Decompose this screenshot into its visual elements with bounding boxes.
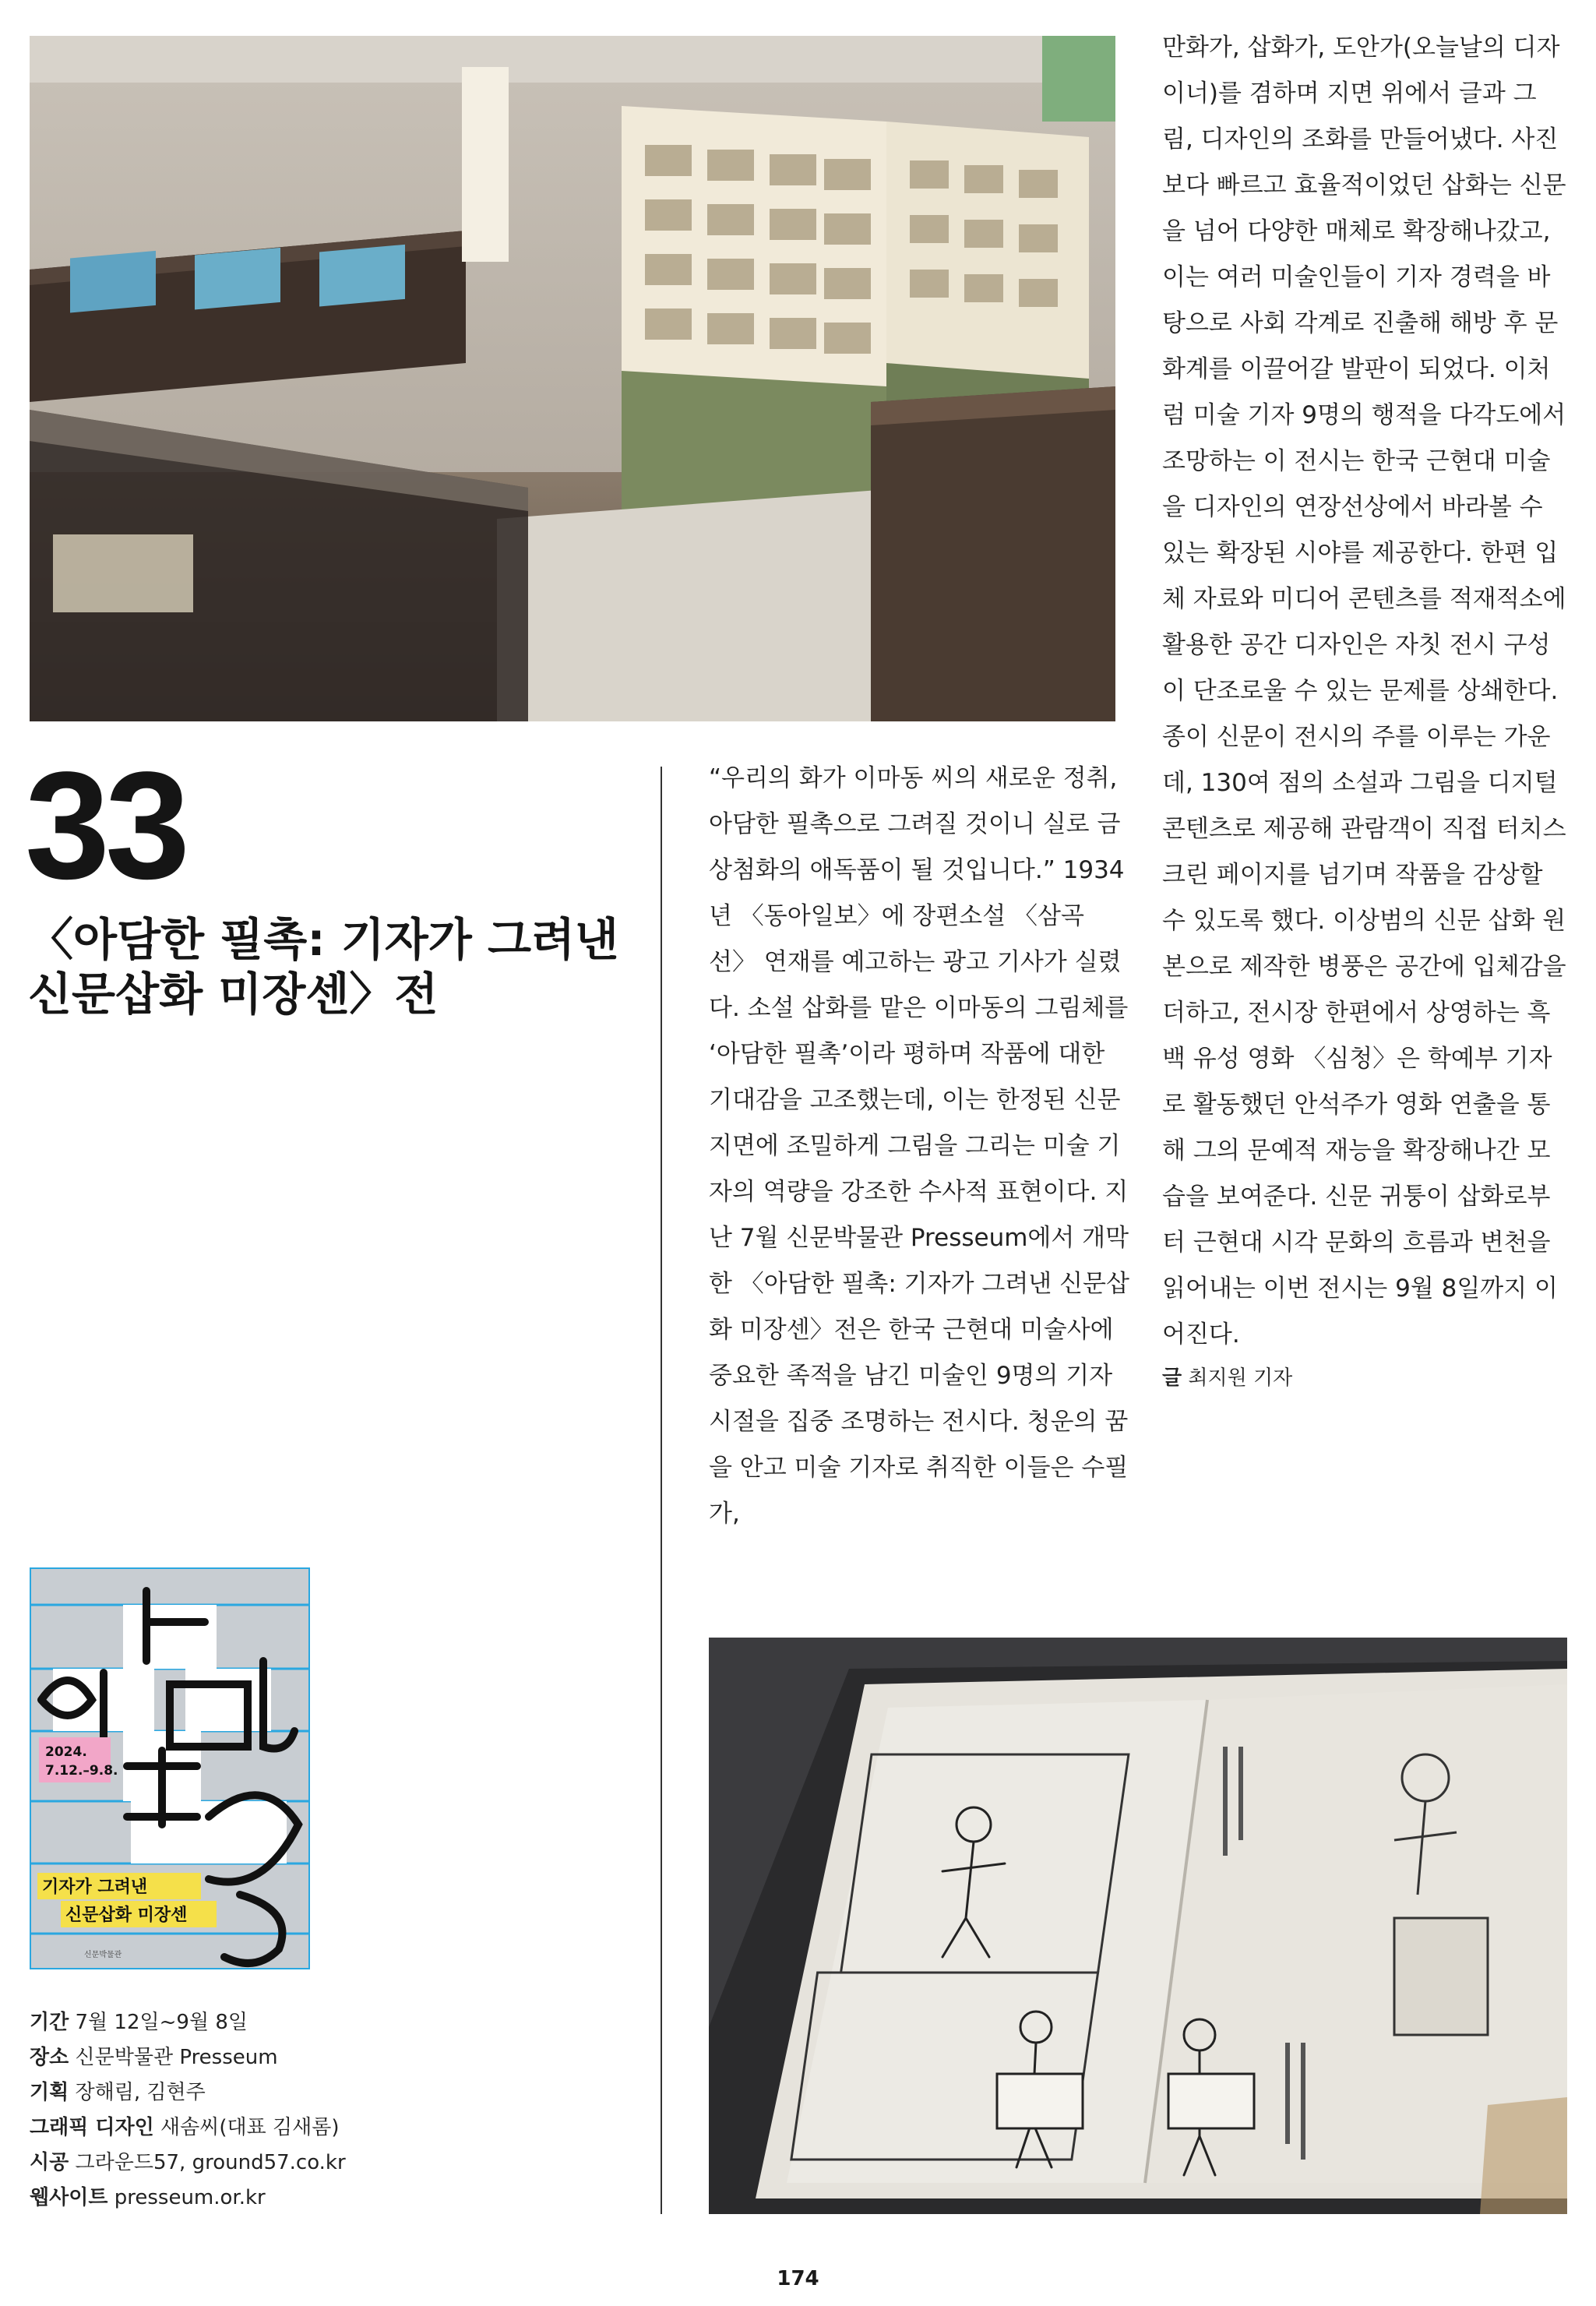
body-column-right xyxy=(1162,25,1567,1394)
info-row-construction xyxy=(30,2146,435,2181)
info-label: 기획 xyxy=(30,2081,69,2104)
info-label: 웹사이트 xyxy=(30,2186,108,2209)
poster-subtitle-2: 신문삽화 미장센 xyxy=(65,1906,188,1925)
info-label: 시공 xyxy=(30,2151,69,2174)
article-number: 33 xyxy=(25,740,186,911)
byline xyxy=(1162,1363,1567,1394)
poster-subtitle-1: 기자가 그려낸 xyxy=(42,1878,148,1897)
info-value: 그라운드57, ground57.co.kr xyxy=(75,2151,346,2174)
body-paragraph: 만화가, 삽화가, 도안가(오늘날의 디자이너)를 겸하며 지면 위에서 글과 그림, 디자인의 조화를 만들어냈다. 사진보다 빠르고 효율적이었던 삽화는 신문을 넘어 다양한 매체로 확장해나갔고, 이는 여러 미술인들이 기자 경력을 바탕으로 사회 각계로 진출해 해방 후 문화계를 이끌어갈 발판이 되었다. 이처럼 미술 기자 9명의 행적을 다각도에서 조망하는 이 전시는 한국 근현대 미술을 디자인의 연장선상에서 바라볼 수 있는 확장된 시야를 제공한다. 한편 입체 자료와 미디어 콘텐츠를 적재적소에 활용한 공간 디자인은 자칫 전시 구성이 단조로울 수 있는 문제를 상쇄한다. 종이 신문이 전시의 주를 이루는 가운데, 130여 점의 소설과 그림을 디지털 콘텐츠로 제공해 관람객이 직접 터치스크린 페이지를 넘기며 작품을 감상할 수 있도록 했다. 이상범의 신문 삽화 원본으로 제작한 병풍은 공간에 입체감을 더하고, 전시장 한편에서 상영하는 흑백 유성 영화 〈심청〉은 학예부 기자로 활동했던 안석주가 영화 연출을 통해 그의 문예적 재능을 확장해나간 모습을 보여준다. 신문 귀퉁이 삽화로부터 근현대 시각 문화의 흐름과 변천을 읽어내는 이번 전시는 9월 8일까지 이어진다. xyxy=(1162,33,1566,1349)
info-label: 기간 xyxy=(30,2011,69,2034)
column-divider xyxy=(661,767,662,2214)
info-value: 새솜씨(대표 김새롬) xyxy=(160,2116,340,2139)
article-title: 〈아담한 필촉: 기자가 그려낸 신문삽화 미장센〉전 xyxy=(28,913,619,1021)
newspaper-illustration-photo xyxy=(709,1638,1567,2214)
poster-dates: 2024. xyxy=(45,1744,87,1760)
exhibition-poster xyxy=(30,1567,310,1969)
info-value: 7월 12일~9월 8일 xyxy=(75,2011,248,2034)
body-paragraph: “우리의 화가 이마동 씨의 새로운 정취, 아담한 필촉으로 그려질 것이니 실로 금상첨화의 애독품이 될 것입니다.” 1934년 〈동아일보〉에 장편소설 〈삼곡선〉 연재를 예고하는 광고 기사가 실렸다. 소설 삽화를 맡은 이마동의 그림체를 ‘아담한 필촉’이라 평하며 작품에 대한 기대감을 고조했는데, 이는 한정된 신문 지면에 조밀하게 그림을 그리는 미술 기자의 역량을 강조한 수사적 표현이다. 지난 7월 신문박물관 Presseum에서 개막한 〈아담한 필촉: 기자가 그려낸 신문삽화 미장센〉전은 한국 근현대 미술사에 중요한 족적을 남긴 미술인 9명의 기자 시절을 집중 조명하는 전시다. 청운의 꿈을 안고 미술 기자로 취직한 이들은 수필가, xyxy=(709,764,1129,1528)
info-row-website xyxy=(30,2181,435,2216)
info-label: 그래픽 디자인 xyxy=(30,2116,154,2139)
info-value: 신문박물관 Presseum xyxy=(75,2046,278,2069)
info-value: presseum.or.kr xyxy=(114,2186,266,2209)
info-row-graphic-design xyxy=(30,2110,435,2146)
byline-author: 최지원 기자 xyxy=(1188,1366,1293,1390)
exhibition-info xyxy=(30,2005,435,2216)
info-value: 장해림, 김현주 xyxy=(75,2081,206,2104)
body-column-middle xyxy=(709,756,1129,1537)
exhibition-hall-photo xyxy=(30,36,1115,721)
poster-footer: 신문박물관 xyxy=(84,1951,122,1959)
info-row-venue xyxy=(30,2040,435,2075)
svg-text:7.12.–9.8.: 7.12.–9.8. xyxy=(45,1763,118,1779)
info-row-period xyxy=(30,2005,435,2040)
byline-label: 글 xyxy=(1162,1366,1182,1390)
page-number: 174 xyxy=(777,2267,819,2290)
info-label: 장소 xyxy=(30,2046,69,2069)
info-row-curator xyxy=(30,2075,435,2110)
